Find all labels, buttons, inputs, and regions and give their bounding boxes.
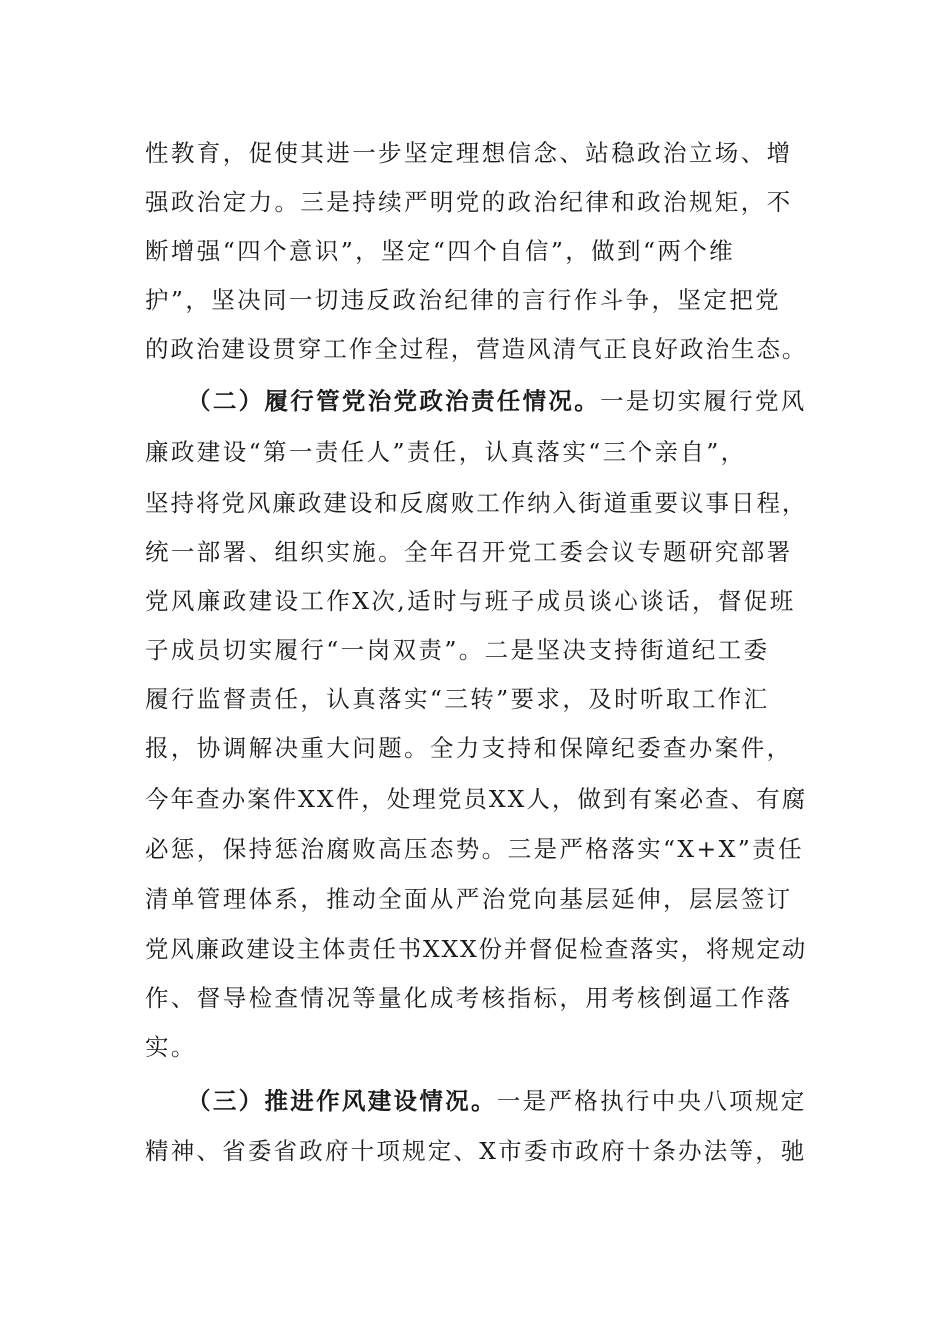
- line-text: 今年查办案件XX件，处理党员XX人，做到有案必查、有腐: [145, 785, 808, 813]
- line-text: 断增强“四个意识”，坚定“四个自信”，做到“两个维: [145, 237, 736, 265]
- text-line: [145, 929, 807, 969]
- line-text: 性教育，促使其进一步坚定理想信念、站稳政治立场、增: [145, 139, 793, 167]
- line-text: 精神、省委省政府十项规定、X市委市政府十条办法等，驰: [145, 1137, 807, 1165]
- text-line: [145, 483, 807, 523]
- line-text: 作、督导检查情况等量化成考核指标，用考核倒逼工作落: [145, 984, 793, 1012]
- text-line: [145, 978, 807, 1018]
- line-text: 强政治定力。三是持续严明党的政治纪律和政治规矩，不: [145, 188, 793, 216]
- text-line: [145, 779, 807, 819]
- text-line: [145, 432, 807, 472]
- section-heading: （二）履行管党治党政治责任情况。: [187, 387, 601, 415]
- text-line: [145, 329, 807, 369]
- line-text: 清单管理体系，推动全面从严治党向基层延伸，层层签订: [145, 885, 793, 913]
- text-line: [145, 532, 807, 572]
- text-line: [145, 829, 807, 869]
- text-line: [145, 728, 807, 768]
- text-line: [145, 133, 807, 173]
- line-text: 实。: [145, 1033, 197, 1061]
- line-text: 子成员切实履行“一岗双责”。二是坚决支持街道纪工委: [145, 636, 770, 664]
- text-line: [145, 630, 807, 670]
- section-heading-line: [187, 381, 807, 421]
- line-text: 廉政建设“第一责任人”责任，认真落实“三个亲自”，: [145, 438, 747, 466]
- line-text: 护”，坚决同一切违反政治纪律的言行作斗争，坚定把党: [145, 286, 782, 314]
- line-text: 党风廉政建设工作X次,适时与班子成员谈心谈话，督促班: [145, 587, 796, 615]
- line-text: 履行监督责任，认真落实“三转”要求，及时听取工作汇: [145, 685, 770, 713]
- line-text: 的政治建设贯穿工作全过程，营造风清气正良好政治生态。: [145, 335, 808, 363]
- text-line: [145, 280, 807, 320]
- text-line: [145, 581, 807, 621]
- line-text: 党风廉政建设主体责任书XXX份并督促检查落实，将规定动: [145, 935, 807, 963]
- text-line: [145, 182, 807, 222]
- section-heading-line: [187, 1081, 807, 1121]
- section-heading: （三）推进作风建设情况。: [187, 1087, 497, 1115]
- text-line: [145, 1131, 807, 1171]
- line-text: 一是严格执行中央八项规定: [496, 1087, 807, 1115]
- text-line: [145, 679, 807, 719]
- line-text: 一是切实履行党风: [600, 387, 807, 415]
- text-line: [145, 1027, 807, 1067]
- line-text: 坚持将党风廉政建设和反腐败工作纳入街道重要议事日程，: [145, 489, 808, 517]
- line-text: 报，协调解决重大问题。全力支持和保障纪委查办案件，: [145, 734, 793, 762]
- text-line: [145, 231, 807, 271]
- text-line: [145, 879, 807, 919]
- line-text: 必惩，保持惩治腐败高压态势。三是严格落实“X+X”责任: [145, 835, 804, 863]
- line-text: 统一部署、组织实施。全年召开党工委会议专题研究部署: [145, 538, 793, 566]
